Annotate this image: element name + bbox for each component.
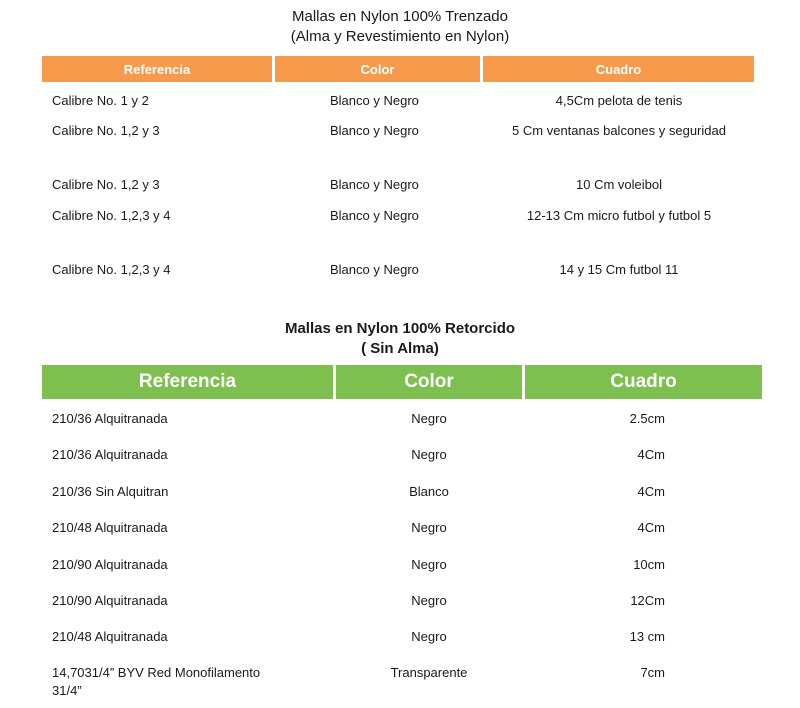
table-row [0,410,800,430]
header-cuadro: Cuadro [525,365,762,399]
cell-color: Blanco y Negro [330,177,419,192]
table-row [0,122,800,142]
cell-referencia-line2: 31/4” [52,683,82,698]
cell-cuadro: 5 Cm ventanas balcones y seguridad [512,123,726,138]
header-cuadro: Cuadro [483,56,754,82]
cell-color: Blanco y Negro [330,262,419,277]
cell-cuadro: 14 y 15 Cm futbol 11 [559,262,679,277]
cell-cuadro: 4,5Cm pelota de tenis [555,93,683,108]
cell-cuadro: 4Cm [637,447,665,462]
cell-referencia: 210/90 Alquitranada [52,593,168,608]
cell-color: Blanco [409,484,449,499]
cell-color: Transparente [390,665,468,680]
table-row [0,483,800,503]
cell-referencia: 210/36 Sin Alquitran [52,484,169,499]
cell-color: Blanco y Negro [330,208,419,223]
table-row [0,261,800,281]
cell-cuadro: 10cm [633,557,665,572]
cell-referencia [52,664,332,700]
cell-referencia: Calibre No. 1,2 y 3 [52,123,160,138]
cell-cuadro: 7cm [640,665,665,680]
table-row [0,556,800,576]
cell-referencia: 210/48 Alquitranada [52,629,168,644]
section1-table-header [42,56,754,82]
table-row [0,664,800,702]
cell-color: Negro [411,520,447,535]
cell-referencia: 210/36 Alquitranada [52,447,168,462]
cell-color: Negro [411,593,447,608]
cell-referencia: Calibre No. 1,2,3 y 4 [52,208,171,223]
section1-title-line1: Mallas en Nylon 100% Trenzado [292,8,508,25]
cell-color: Blanco y Negro [330,123,419,138]
cell-cuadro: 12Cm [630,593,665,608]
header-referencia: Referencia [42,56,272,82]
cell-referencia: 210/90 Alquitranada [52,557,168,572]
table-row [0,628,800,648]
cell-color: Negro [411,557,447,572]
cell-color: Blanco y Negro [330,93,419,108]
section2-title-line2: ( Sin Alma) [361,340,439,357]
cell-referencia: Calibre No. 1,2 y 3 [52,177,160,192]
table-row [0,592,800,612]
cell-cuadro: 2.5cm [629,411,665,426]
cell-color: Negro [411,411,447,426]
cell-referencia: Calibre No. 1 y 2 [52,93,149,108]
cell-referencia: 210/36 Alquitranada [52,411,168,426]
table-row [0,446,800,466]
cell-cuadro: 10 Cm voleibol [576,177,662,192]
cell-cuadro: 4Cm [637,484,665,499]
cell-referencia: 210/48 Alquitranada [52,520,168,535]
cell-color: Negro [411,447,447,462]
table-row [0,207,800,227]
table-row [0,519,800,539]
cell-cuadro: 13 cm [629,629,665,644]
header-referencia: Referencia [42,365,333,399]
cell-referencia: Calibre No. 1,2,3 y 4 [52,262,171,277]
table-row [0,176,800,196]
section1-title [0,7,800,47]
section1-title-line2: (Alma y Revestimiento en Nylon) [290,28,510,45]
cell-referencia-line1: 14,7031/4” BYV Red Monofilamento [52,665,261,680]
cell-color: Negro [411,629,447,644]
section2-title [0,319,800,359]
cell-cuadro: 4Cm [637,520,665,535]
table-row [0,92,800,112]
section2-title-line1: Mallas en Nylon 100% Retorcido [284,320,516,337]
header-color: Color [336,365,522,399]
header-color: Color [275,56,480,82]
section2-table-header [42,365,762,399]
cell-cuadro: 12-13 Cm micro futbol y futbol 5 [526,208,712,223]
